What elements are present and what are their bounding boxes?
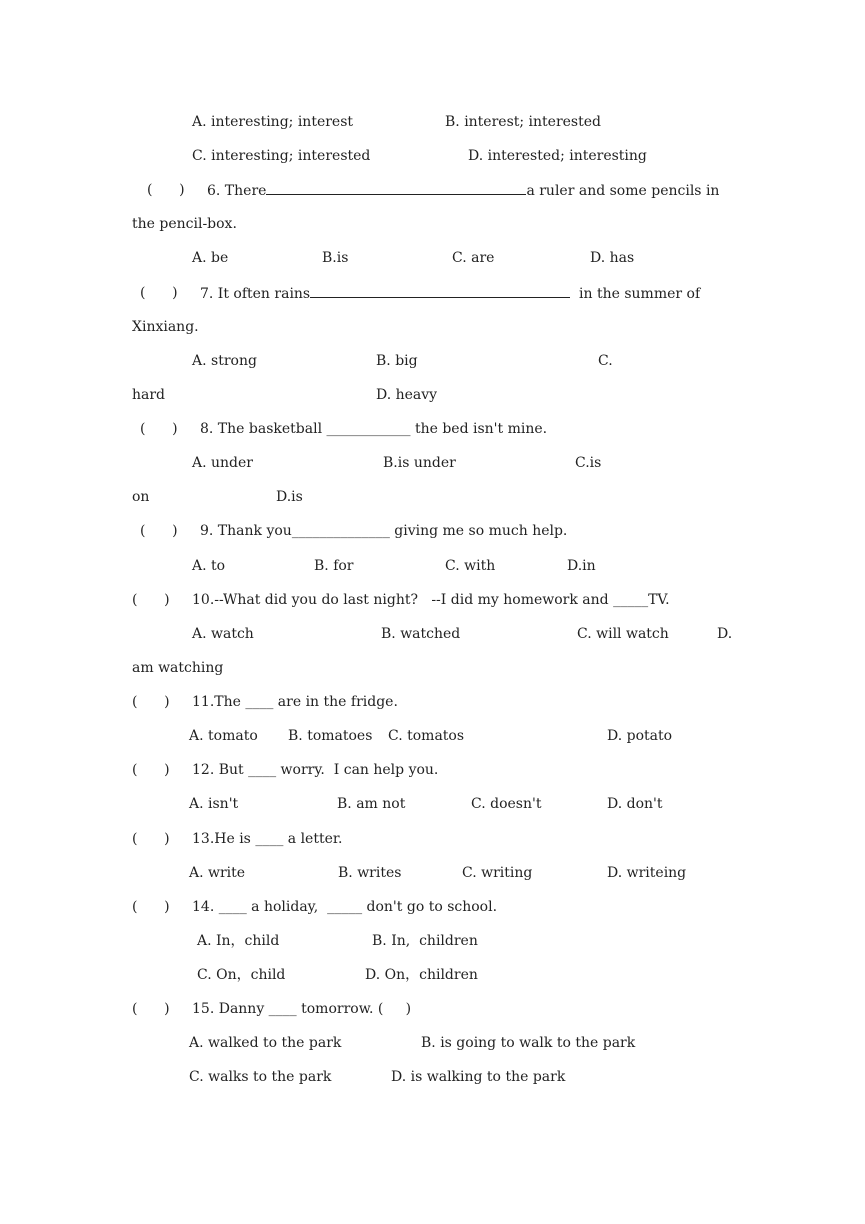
q9-option-a: A. to [192, 558, 226, 574]
q14-option-c: C. On，child [197, 967, 286, 983]
q7-option-d: D. heavy [376, 387, 438, 403]
q15-option-d: D. is walking to the park [391, 1069, 566, 1085]
q7-stem-continued: Xinxiang. [132, 319, 199, 335]
q6-stem-continued: the pencil-box. [132, 216, 237, 232]
q8-option-b: B.is under [383, 455, 456, 471]
q14-option-d: D. On，children [365, 967, 478, 983]
q5-option-d: D. interested; interesting [468, 148, 647, 164]
q14-stem: 14. ____ a holiday, _____ don't go to school. [192, 899, 498, 915]
q8-option-c: C.is [575, 455, 602, 471]
q7-stem-post: in the summer of [579, 286, 701, 302]
q11-answer-paren: ( ) [132, 694, 170, 710]
q8-stem: 8. The basketball ____________ the bed isn't mine. [200, 421, 548, 437]
q6-option-d: D. has [590, 250, 635, 266]
q12-option-c: C. doesn't [471, 796, 542, 812]
q15-stem: 15. Danny ____ tomorrow. ( ) [192, 1001, 412, 1017]
q7-stem [200, 283, 700, 304]
q8-option-c-continued: on [132, 489, 150, 505]
q7-stem-pre: 7. It often rains [200, 286, 311, 302]
q13-stem: 13.He is ____ a letter. [192, 831, 343, 847]
q6-stem [207, 180, 719, 201]
q9-option-b: B. for [314, 558, 354, 574]
q10-option-b: B. watched [381, 626, 461, 642]
q11-stem: 11.The ____ are in the fridge. [192, 694, 398, 710]
q6-option-c: C. are [452, 250, 495, 266]
q6-blank [266, 180, 526, 195]
q12-option-a: A. isn't [189, 796, 239, 812]
q11-option-d: D. potato [607, 728, 673, 744]
q5-option-a: A. interesting; interest [192, 114, 354, 130]
q12-stem: 12. But ____ worry. I can help you. [192, 762, 439, 778]
q8-option-d: D.is [276, 489, 303, 505]
q14-option-b: B. In, children [372, 933, 478, 949]
q10-stem: 10.--What did you do last night? --I did my homework and _____TV. [192, 592, 670, 608]
q10-option-d: D. [717, 626, 733, 642]
q13-answer-paren: ( ) [132, 831, 170, 847]
q15-option-c: C. walks to the park [189, 1069, 332, 1085]
q7-blank [310, 283, 570, 298]
q10-answer-paren: ( ) [132, 592, 170, 608]
q6-stem-pre: 6. There [207, 183, 267, 199]
q13-option-a: A. write [189, 865, 246, 881]
q7-option-a: A. strong [192, 353, 257, 369]
q6-answer-paren: ( ) [147, 182, 185, 198]
q13-option-b: B. writes [338, 865, 402, 881]
q15-option-a: A. walked to the park [189, 1035, 342, 1051]
q13-option-c: C. writing [462, 865, 533, 881]
q12-option-d: D. don't [607, 796, 663, 812]
q15-option-b: B. is going to walk to the park [421, 1035, 636, 1051]
q6-option-a: A. be [192, 250, 229, 266]
q13-option-d: D. writeing [607, 865, 687, 881]
q7-option-c: C. [598, 353, 613, 369]
q7-answer-paren: ( ) [140, 285, 178, 301]
q9-stem: 9. Thank you______________ giving me so much help. [200, 523, 568, 539]
q8-answer-paren: ( ) [140, 421, 178, 437]
q14-answer-paren: ( ) [132, 899, 170, 915]
q7-option-b: B. big [376, 353, 418, 369]
q11-option-b: B. tomatoes [288, 728, 373, 744]
q14-option-a: A. In，child [197, 933, 280, 949]
q11-option-c: C. tomatos [388, 728, 465, 744]
q5-option-b: B. interest; interested [445, 114, 601, 130]
q9-option-d: D.in [567, 558, 596, 574]
q10-option-d-continued: am watching [132, 660, 224, 676]
q10-option-a: A. watch [192, 626, 254, 642]
q11-option-a: A. tomato [189, 728, 258, 744]
q12-answer-paren: ( ) [132, 762, 170, 778]
q6-option-b: B.is [322, 250, 349, 266]
q6-stem-post: a ruler and some pencils in [526, 183, 720, 199]
q9-answer-paren: ( ) [140, 523, 178, 539]
q9-option-c: C. with [445, 558, 496, 574]
q5-option-c: C. interesting; interested [192, 148, 371, 164]
q15-answer-paren: ( ) [132, 1001, 170, 1017]
q12-option-b: B. am not [337, 796, 406, 812]
q7-option-c-continued: hard [132, 387, 166, 403]
q10-option-c: C. will watch [577, 626, 669, 642]
q8-option-a: A. under [192, 455, 253, 471]
